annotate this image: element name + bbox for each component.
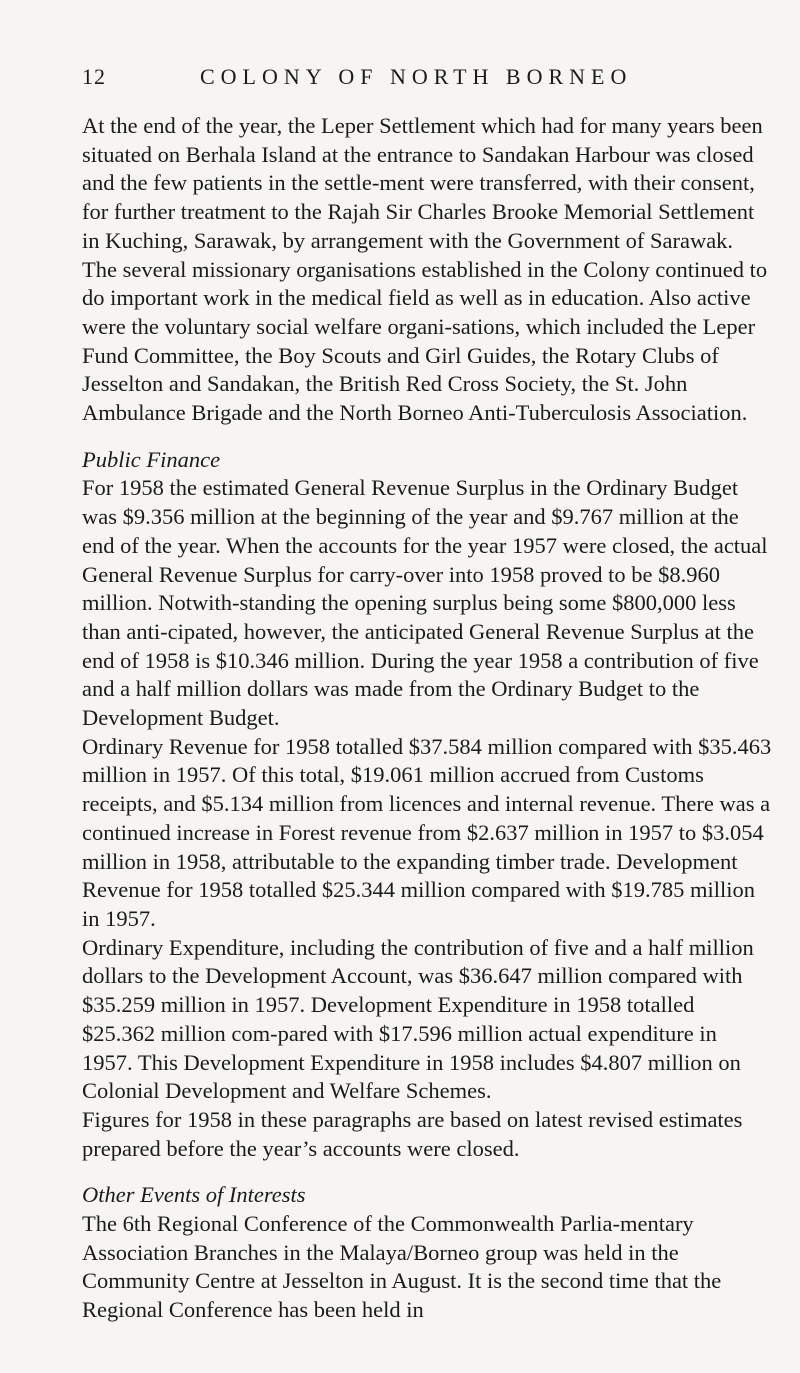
paragraph-revenue-surplus: For 1958 the estimated General Revenue Surplus in the Ordinary Budget was $9.356 million at the beginning of the year and $9.767 million at the end of the year. When the accounts for the year 1957 were closed, the actual General Revenue Surplus for carry-over into 1958 proved to be $8.960 million. Notwith-standing the opening surplus being some $800,000 less than anti-cipated, however, the anticipated General Revenue Surplus at the end of 1958 is $10.346 million. During the year 1958 a contribution of five and a half million dollars was made from the Ordinary Budget to the Development Budget. [82,475,768,731]
paragraph-ordinary-revenue: Ordinary Revenue for 1958 totalled $37.584 million compared with $35.463 million in 1957. Of this total, $19.061 million accrued from Customs receipts, and $5.134 million from licences and internal revenue. There was a continued increase in Forest revenue from $2.637 million in 1957 to $3.054 million in 1958, attributable to the expanding timber trade. Development Revenue for 1958 totalled $25.344 million compared with $19.785 million in 1957. [82,733,772,931]
heading-other-events: Other Events of Interests [82,1182,306,1208]
section-public-finance [82,446,772,1164]
paragraph-leper-settlement: At the end of the year, the Leper Settlement which had for many years been situated on Berhala Island at the entrance to Sandakan Harbour was closed and the few patients in the settle-ment were transferred, with their consent, for further treatment to the Rajah Sir Charles Brooke Memorial Settlement in Kuching, Sarawak, by arrangement with the Government of Sarawak. [82,113,763,253]
paragraph-figures-note: Figures for 1958 in these paragraphs are based on latest revised estimates prepared before the year’s accounts were closed. [82,1106,743,1161]
paragraph-missionary-organisations: The several missionary organisations established in the Colony continued to do important work in the medical field as well as in education. Also active were the voluntary social welfare organi-sations, which included the Leper Fund Committee, the Boy Scouts and Girl Guides, the Rotary Clubs of Jesselton and Sandakan, the British Red Cross Society, the St. John Ambulance Brigade and the North Borneo Anti-Tuberculosis Association. [82,256,768,426]
page-number: 12 [82,64,106,89]
section-other-events [82,1181,772,1325]
paragraph-ordinary-expenditure: Ordinary Expenditure, including the contribution of five and a half million dollars to the Development Account, was $36.647 million compared with $35.259 million in 1957. Development Expenditure in 1958 totalled $25.362 million com-pared with $17.596 million actual expenditure in 1957. This Development Expenditure in 1958 includes $4.807 million on Colonial Development and Welfare Schemes. [82,934,754,1104]
page-header [82,56,772,112]
page [82,56,772,1325]
heading-public-finance: Public Finance [82,446,221,472]
running-title: COLONY OF NORTH BORNEO [200,64,633,89]
paragraph-regional-conference: The 6th Regional Conference of the Commonwealth Parlia-mentary Association Branches in the Malaya/Borneo group was held in the Community Centre at Jesselton in August. It is the second time that the Regional Conference has been held in [82,1211,722,1323]
